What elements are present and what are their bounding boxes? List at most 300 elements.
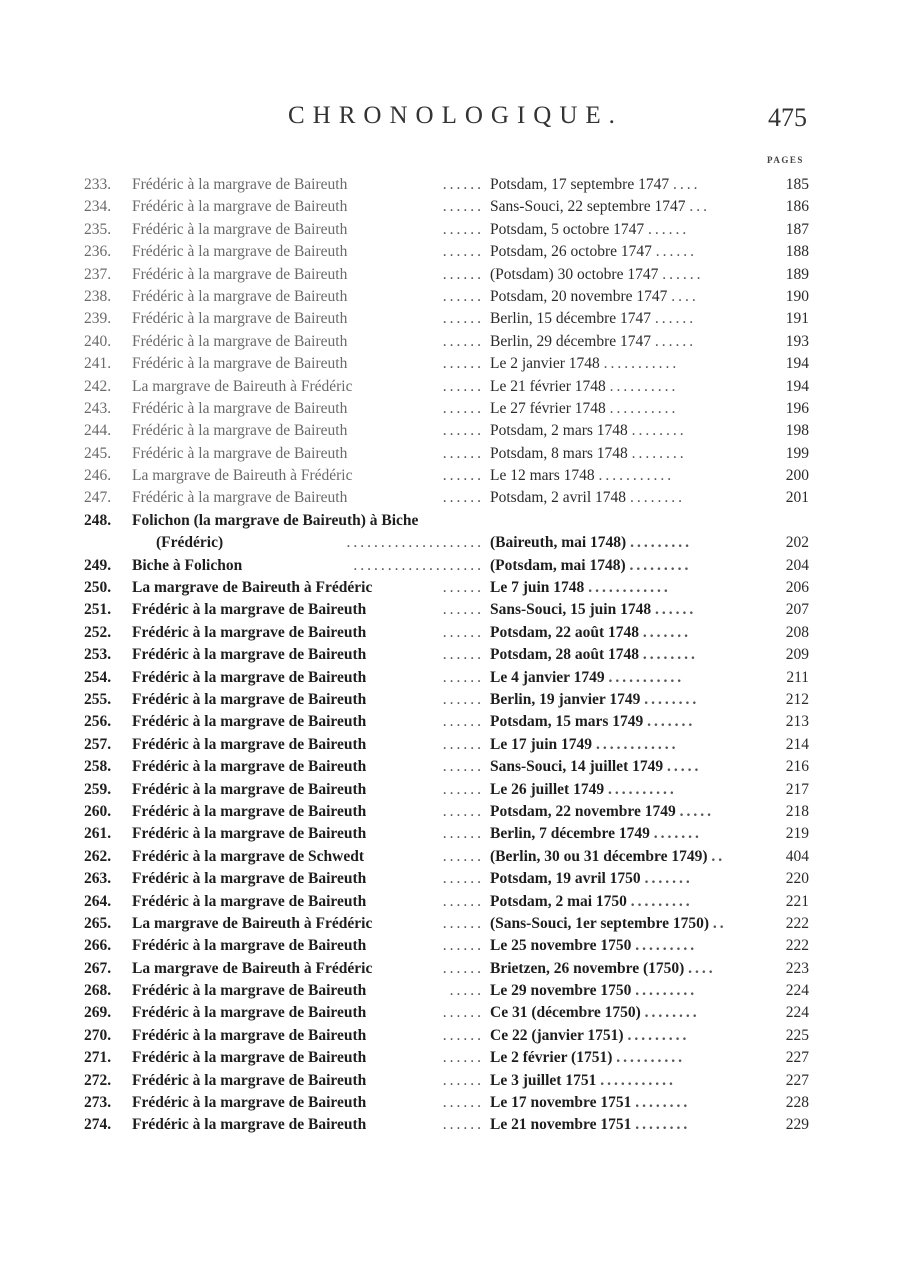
dot-leaders: ...... bbox=[442, 892, 484, 910]
entry-number: 238. bbox=[84, 287, 112, 305]
letter-title: Frédéric à la margrave de Baireuth bbox=[132, 489, 348, 507]
page-reference: 209 bbox=[785, 646, 809, 664]
table-row bbox=[84, 555, 809, 577]
leaders-wrap bbox=[443, 779, 484, 801]
page-reference: 193 bbox=[785, 332, 809, 350]
leaders-wrap bbox=[443, 487, 484, 509]
leaders-wrap bbox=[443, 711, 484, 733]
dot-leaders: ................... bbox=[353, 556, 484, 574]
page-reference: 198 bbox=[785, 422, 809, 440]
letter-date: Le 21 novembre 1751 bbox=[490, 1116, 632, 1134]
date-cell bbox=[490, 487, 780, 509]
table-row bbox=[84, 689, 809, 711]
table-row bbox=[84, 1114, 809, 1136]
entry-number: 258. bbox=[84, 758, 112, 776]
leaders-wrap bbox=[443, 1025, 484, 1047]
entry-number: 247. bbox=[84, 489, 112, 507]
letter-title: Frédéric à la margrave de Baireuth bbox=[132, 444, 348, 462]
table-row bbox=[84, 1025, 809, 1047]
date-cell bbox=[490, 376, 780, 398]
page-reference: 188 bbox=[785, 243, 809, 261]
date-cell bbox=[490, 398, 780, 420]
table-row bbox=[84, 241, 809, 263]
letter-date: Le 17 novembre 1751 bbox=[490, 1094, 632, 1112]
entry-number: 233. bbox=[84, 176, 112, 193]
dot-leaders: ...... bbox=[442, 243, 484, 261]
page-reference: 404 bbox=[785, 847, 809, 865]
leaders-wrap bbox=[443, 420, 484, 442]
page-reference: 196 bbox=[785, 399, 809, 417]
table-row bbox=[84, 801, 809, 823]
dot-leaders: ...... bbox=[654, 332, 697, 350]
letter-date: Le 2 février (1751) bbox=[490, 1049, 613, 1067]
dot-leaders: ...... bbox=[442, 646, 484, 664]
date-cell bbox=[490, 846, 780, 868]
dot-leaders: ........ bbox=[631, 422, 687, 440]
leaders-wrap bbox=[443, 846, 484, 868]
letter-title: Frédéric à la margrave de Baireuth bbox=[132, 422, 348, 440]
dot-leaders: ............ bbox=[588, 579, 671, 597]
entry-number: 261. bbox=[84, 825, 112, 843]
leaders-wrap bbox=[443, 241, 484, 263]
date-cell bbox=[490, 868, 780, 890]
date-cell bbox=[490, 756, 780, 778]
dot-leaders: ....... bbox=[653, 825, 702, 843]
dot-leaders: ...... bbox=[655, 243, 697, 261]
letter-title: Frédéric à la margrave de Baireuth bbox=[132, 668, 367, 686]
entry-number: 254. bbox=[84, 668, 112, 686]
leaders-wrap bbox=[443, 443, 484, 465]
leaders-wrap bbox=[443, 398, 484, 420]
letter-date: Berlin, 29 décembre 1747 bbox=[490, 332, 651, 350]
table-row bbox=[84, 868, 809, 890]
leaders-wrap bbox=[347, 532, 485, 554]
leaders-wrap bbox=[443, 1092, 484, 1114]
leaders-wrap bbox=[443, 1047, 484, 1069]
letter-date: Potsdam, 2 avril 1748 bbox=[490, 489, 627, 507]
dot-leaders: ......... bbox=[635, 937, 698, 955]
dot-leaders: ........ bbox=[644, 1004, 700, 1022]
dot-leaders: ...... bbox=[442, 198, 484, 216]
dot-leaders: ....... bbox=[644, 870, 693, 888]
dot-leaders: ......... bbox=[630, 534, 692, 552]
letter-title: Frédéric à la margrave de Baireuth bbox=[132, 243, 348, 261]
page-reference: 204 bbox=[785, 556, 809, 574]
dot-leaders: ...... bbox=[442, 579, 484, 597]
date-cell bbox=[490, 1047, 780, 1069]
dot-leaders: ........... bbox=[608, 668, 685, 686]
date-cell bbox=[490, 801, 780, 823]
leaders-wrap bbox=[443, 734, 484, 756]
leaders-wrap bbox=[443, 622, 484, 644]
entry-number: 248. bbox=[84, 511, 112, 529]
letter-title: Frédéric à la margrave de Baireuth bbox=[132, 601, 367, 619]
entry-number: 237. bbox=[84, 265, 112, 283]
dot-leaders: ...... bbox=[442, 287, 484, 305]
entry-number: 260. bbox=[84, 802, 112, 820]
dot-leaders: ...... bbox=[442, 422, 484, 440]
leaders-wrap bbox=[443, 868, 484, 890]
letter-title: Frédéric à la margrave de Baireuth bbox=[132, 735, 367, 753]
leaders-wrap bbox=[443, 331, 484, 353]
dot-leaders: ......... bbox=[635, 982, 698, 1000]
dot-leaders: ...... bbox=[442, 690, 484, 708]
letter-title: Frédéric à la margrave de Baireuth bbox=[132, 623, 367, 641]
table-row bbox=[84, 264, 809, 286]
dot-leaders: ...... bbox=[654, 310, 697, 328]
page-reference: 206 bbox=[785, 579, 809, 597]
table-row bbox=[84, 756, 809, 778]
table-row bbox=[84, 398, 809, 420]
table-row bbox=[84, 644, 809, 666]
letter-title: Frédéric à la margrave de Baireuth bbox=[132, 892, 367, 910]
letter-title: Frédéric à la margrave de Baireuth bbox=[132, 1094, 367, 1112]
leaders-wrap bbox=[443, 599, 484, 621]
letter-date: Potsdam, 20 novembre 1747 bbox=[490, 287, 668, 305]
dot-leaders: ........ bbox=[631, 444, 687, 462]
letter-title: Frédéric à la margrave de Baireuth bbox=[132, 780, 367, 798]
letter-date: Ce 31 (décembre 1750) bbox=[490, 1004, 641, 1022]
entry-number: 251. bbox=[84, 601, 112, 619]
letter-title: Frédéric à la margrave de Baireuth bbox=[132, 937, 367, 955]
letter-title: La margrave de Baireuth à Frédéric bbox=[132, 377, 353, 395]
entry-number: 269. bbox=[84, 1004, 112, 1022]
entry-number: 239. bbox=[84, 310, 112, 328]
table-row bbox=[84, 711, 809, 733]
date-cell bbox=[490, 689, 780, 711]
leaders-wrap bbox=[443, 174, 484, 196]
dot-leaders: ...... bbox=[442, 780, 484, 798]
dot-leaders: ..... bbox=[666, 758, 702, 776]
table-row bbox=[84, 510, 809, 532]
letter-date: (Baireuth, mai 1748) bbox=[490, 534, 627, 552]
table-row bbox=[84, 667, 809, 689]
table-row bbox=[84, 487, 809, 509]
dot-leaders: ...... bbox=[662, 265, 704, 283]
page-reference: 207 bbox=[785, 601, 809, 619]
dot-leaders: ...... bbox=[442, 1004, 484, 1022]
date-cell bbox=[490, 891, 780, 913]
dot-leaders: ...... bbox=[442, 758, 484, 776]
date-cell bbox=[490, 308, 780, 330]
leaders-wrap bbox=[443, 219, 484, 241]
table-row bbox=[84, 935, 809, 957]
dot-leaders: ............ bbox=[595, 735, 679, 753]
table-row bbox=[84, 891, 809, 913]
dot-leaders: .... bbox=[688, 959, 716, 977]
page-reference: 227 bbox=[785, 1049, 809, 1067]
table-row bbox=[84, 622, 809, 644]
page-reference: 225 bbox=[785, 1026, 809, 1044]
page-reference: 199 bbox=[785, 444, 809, 462]
letter-date: Brietzen, 26 novembre (1750) bbox=[490, 959, 685, 977]
dot-leaders: .......... bbox=[609, 377, 679, 395]
letter-date: Ce 22 (janvier 1751) bbox=[490, 1026, 624, 1044]
entry-number: 263. bbox=[84, 870, 112, 888]
entry-number: 268. bbox=[84, 982, 112, 1000]
letter-date: Le 2 janvier 1748 bbox=[490, 355, 600, 373]
dot-leaders: ...... bbox=[442, 220, 484, 238]
entry-number: 270. bbox=[84, 1026, 112, 1044]
letter-date: Potsdam, 5 octobre 1747 bbox=[490, 220, 645, 238]
page-reference: 223 bbox=[785, 959, 809, 977]
date-cell bbox=[490, 1025, 780, 1047]
page-reference: 228 bbox=[785, 1094, 809, 1112]
page-reference: 221 bbox=[785, 892, 809, 910]
dot-leaders: ...... bbox=[442, 668, 484, 686]
page-reference: 211 bbox=[786, 668, 809, 686]
dot-leaders: .. bbox=[712, 914, 727, 932]
date-cell bbox=[490, 353, 780, 375]
letter-date: (Potsdam) 30 octobre 1747 bbox=[490, 265, 659, 283]
entry-number: 246. bbox=[84, 467, 112, 485]
letter-date: Potsdam, 17 septembre 1747 bbox=[490, 176, 670, 193]
letter-title: Frédéric à la margrave de Baireuth bbox=[132, 332, 348, 350]
leaders-wrap bbox=[443, 286, 484, 308]
date-cell bbox=[490, 465, 780, 487]
dot-leaders: ...... bbox=[442, 959, 484, 977]
letter-title: Folichon (la margrave de Baireuth) à Biche bbox=[132, 511, 419, 529]
letter-title: La margrave de Baireuth à Frédéric bbox=[132, 467, 353, 485]
dot-leaders: ........ bbox=[635, 1116, 691, 1134]
dot-leaders: ...... bbox=[442, 332, 484, 350]
entry-number: 273. bbox=[84, 1094, 112, 1112]
date-cell bbox=[490, 711, 780, 733]
date-cell bbox=[490, 577, 780, 599]
letter-date: Le 25 novembre 1750 bbox=[490, 937, 632, 955]
page-reference: 229 bbox=[785, 1116, 809, 1134]
date-cell bbox=[490, 958, 780, 980]
table-row bbox=[84, 331, 809, 353]
entry-number: 255. bbox=[84, 690, 112, 708]
entry-number: 257. bbox=[84, 735, 112, 753]
leaders-wrap bbox=[443, 913, 484, 935]
entry-number: 271. bbox=[84, 1049, 112, 1067]
letter-date: Sans-Souci, 14 juillet 1749 bbox=[490, 758, 664, 776]
page-reference: 185 bbox=[785, 176, 809, 193]
date-cell bbox=[490, 599, 780, 621]
page-reference: 191 bbox=[785, 310, 809, 328]
entry-number: 244. bbox=[84, 422, 112, 440]
page-reference: 186 bbox=[785, 198, 809, 216]
dot-leaders: ........ bbox=[635, 1094, 691, 1112]
letter-title: (Frédéric) bbox=[156, 534, 224, 552]
dot-leaders: ...... bbox=[442, 310, 484, 328]
table-row bbox=[84, 846, 809, 868]
date-cell bbox=[490, 420, 780, 442]
letter-title: Frédéric à la margrave de Baireuth bbox=[132, 758, 367, 776]
entry-number: 240. bbox=[84, 332, 112, 350]
leaders-wrap bbox=[443, 1114, 484, 1136]
dot-leaders: ...... bbox=[654, 601, 697, 619]
letter-title: Frédéric à la margrave de Baireuth bbox=[132, 220, 348, 238]
letter-title: Frédéric à la margrave de Baireuth bbox=[132, 1116, 367, 1134]
letter-title: La margrave de Baireuth à Frédéric bbox=[132, 959, 373, 977]
page-reference: 194 bbox=[785, 355, 809, 373]
letter-date: Le 4 janvier 1749 bbox=[490, 668, 605, 686]
table-row bbox=[84, 913, 809, 935]
date-cell bbox=[490, 644, 780, 666]
dot-leaders: ......... bbox=[629, 556, 692, 574]
page-reference: 222 bbox=[785, 937, 809, 955]
dot-leaders: ....... bbox=[642, 623, 691, 641]
table-row bbox=[84, 196, 809, 218]
page-reference: 212 bbox=[785, 690, 809, 708]
entry-number: 253. bbox=[84, 646, 112, 664]
dot-leaders: ...... bbox=[442, 623, 484, 641]
letter-date: Le 17 juin 1749 bbox=[490, 735, 593, 753]
leaders-wrap bbox=[443, 353, 484, 375]
page-reference: 220 bbox=[785, 870, 809, 888]
letter-title: Biche à Folichon bbox=[132, 556, 243, 574]
date-cell bbox=[490, 913, 780, 935]
leaders-wrap bbox=[353, 555, 484, 577]
letter-title: Frédéric à la margrave de Baireuth bbox=[132, 1026, 367, 1044]
entry-number: 256. bbox=[84, 713, 112, 731]
leaders-wrap bbox=[443, 958, 484, 980]
entry-number: 236. bbox=[84, 243, 112, 261]
dot-leaders: ...... bbox=[442, 870, 484, 888]
letter-title: Frédéric à la margrave de Baireuth bbox=[132, 825, 367, 843]
leaders-wrap bbox=[443, 756, 484, 778]
dot-leaders: ...... bbox=[442, 914, 484, 932]
date-cell bbox=[490, 1114, 780, 1136]
table-row bbox=[84, 376, 809, 398]
date-cell bbox=[490, 622, 780, 644]
page-reference: 187 bbox=[785, 220, 809, 238]
date-cell bbox=[490, 734, 780, 756]
dot-leaders: ........... bbox=[600, 1071, 676, 1089]
leaders-wrap bbox=[443, 689, 484, 711]
leaders-wrap bbox=[443, 935, 484, 957]
entry-number: 243. bbox=[84, 399, 112, 417]
page-reference: 222 bbox=[785, 914, 809, 932]
letter-title: Frédéric à la margrave de Baireuth bbox=[132, 1004, 367, 1022]
date-cell bbox=[490, 174, 780, 196]
letter-date: Potsdam, 22 novembre 1749 bbox=[490, 802, 676, 820]
letter-title: La margrave de Baireuth à Frédéric bbox=[132, 914, 373, 932]
letter-title: Frédéric à la margrave de Baireuth bbox=[132, 176, 348, 193]
letter-title: Frédéric à la margrave de Baireuth bbox=[132, 1071, 367, 1089]
leaders-wrap bbox=[443, 465, 484, 487]
table-row bbox=[84, 308, 809, 330]
letter-title: Frédéric à la margrave de Baireuth bbox=[132, 870, 367, 888]
page-reference: 208 bbox=[785, 623, 809, 641]
letter-date: Potsdam, 2 mai 1750 bbox=[490, 892, 627, 910]
dot-leaders: ...... bbox=[648, 220, 690, 238]
entry-number: 234. bbox=[84, 198, 112, 216]
letter-date: Potsdam, 19 avril 1750 bbox=[490, 870, 641, 888]
date-cell bbox=[490, 443, 780, 465]
leaders-wrap bbox=[443, 264, 484, 286]
dot-leaders: .......... bbox=[616, 1049, 685, 1067]
letter-title: Frédéric à la margrave de Baireuth bbox=[132, 802, 367, 820]
date-cell bbox=[490, 823, 780, 845]
letter-title: Frédéric à la margrave de Baireuth bbox=[132, 310, 348, 328]
dot-leaders: ........ bbox=[629, 489, 685, 507]
letter-date: Le 12 mars 1748 bbox=[490, 467, 595, 485]
date-cell bbox=[490, 219, 780, 241]
dot-leaders: .......... bbox=[609, 399, 679, 417]
table-row bbox=[84, 958, 809, 980]
leaders-wrap bbox=[443, 667, 484, 689]
dot-leaders: ..... bbox=[679, 802, 714, 820]
letter-title: Frédéric à la margrave de Baireuth bbox=[132, 646, 367, 664]
letter-date: Le 3 juillet 1751 bbox=[490, 1071, 597, 1089]
dot-leaders: ........ bbox=[642, 646, 698, 664]
table-row bbox=[84, 1047, 809, 1069]
entry-number: 267. bbox=[84, 959, 112, 977]
dot-leaders: ...... bbox=[442, 847, 484, 865]
page-reference: 217 bbox=[785, 780, 809, 798]
letter-date: (Berlin, 30 ou 31 décembre 1749) bbox=[490, 847, 708, 865]
page-reference: 202 bbox=[785, 534, 809, 552]
leaders-wrap bbox=[443, 308, 484, 330]
letter-date: Potsdam, 26 octobre 1747 bbox=[490, 243, 652, 261]
entry-number: 262. bbox=[84, 847, 112, 865]
dot-leaders: .......... bbox=[607, 780, 677, 798]
letter-title: Frédéric à la margrave de Baireuth bbox=[132, 198, 348, 216]
letter-date: Potsdam, 2 mars 1748 bbox=[490, 422, 628, 440]
letter-date: Potsdam, 8 mars 1748 bbox=[490, 444, 628, 462]
dot-leaders: ...... bbox=[442, 444, 484, 462]
page-reference: 200 bbox=[785, 467, 809, 485]
dot-leaders: ...... bbox=[442, 735, 484, 753]
entry-number: 249. bbox=[84, 556, 112, 574]
letter-title: Frédéric à la margrave de Schwedt bbox=[132, 847, 365, 865]
page-reference: 227 bbox=[785, 1071, 809, 1089]
letter-date: Le 7 juin 1748 bbox=[490, 579, 585, 597]
entry-number: 242. bbox=[84, 377, 112, 395]
table-row bbox=[84, 174, 809, 196]
letter-title: Frédéric à la margrave de Baireuth bbox=[132, 265, 348, 283]
dot-leaders: ...... bbox=[442, 1094, 484, 1112]
table-row bbox=[84, 577, 809, 599]
dot-leaders: ...... bbox=[442, 489, 484, 507]
letter-date: Sans-Souci, 15 juin 1748 bbox=[490, 601, 652, 619]
date-cell bbox=[490, 286, 780, 308]
date-cell bbox=[490, 667, 780, 689]
page-reference: 224 bbox=[785, 1004, 809, 1022]
date-cell bbox=[490, 980, 780, 1002]
date-cell bbox=[490, 1002, 780, 1024]
date-cell bbox=[490, 779, 780, 801]
page-reference: 194 bbox=[785, 377, 809, 395]
page-reference: 190 bbox=[785, 287, 809, 305]
entry-number: 259. bbox=[84, 780, 112, 798]
letter-title: Frédéric à la margrave de Baireuth bbox=[132, 982, 367, 1000]
table-row bbox=[84, 286, 809, 308]
letter-date: Le 27 février 1748 bbox=[490, 399, 606, 417]
page-reference: 219 bbox=[785, 825, 809, 843]
table-row bbox=[84, 599, 809, 621]
table-row bbox=[84, 980, 809, 1002]
letter-title: La margrave de Baireuth à Frédéric bbox=[132, 579, 373, 597]
leaders-wrap bbox=[443, 823, 484, 845]
table-row bbox=[84, 420, 809, 442]
letter-date: Potsdam, 28 août 1748 bbox=[490, 646, 639, 664]
dot-leaders: ........ bbox=[644, 690, 700, 708]
entry-number: 272. bbox=[84, 1071, 112, 1089]
table-row bbox=[84, 532, 809, 554]
leaders-wrap bbox=[443, 196, 484, 218]
table-row bbox=[84, 779, 809, 801]
letter-date: Berlin, 15 décembre 1747 bbox=[490, 310, 651, 328]
dot-leaders: ...... bbox=[442, 825, 484, 843]
letter-date: Potsdam, 15 mars 1749 bbox=[490, 713, 644, 731]
dot-leaders: ......... bbox=[630, 892, 693, 910]
leaders-wrap bbox=[450, 980, 484, 1002]
